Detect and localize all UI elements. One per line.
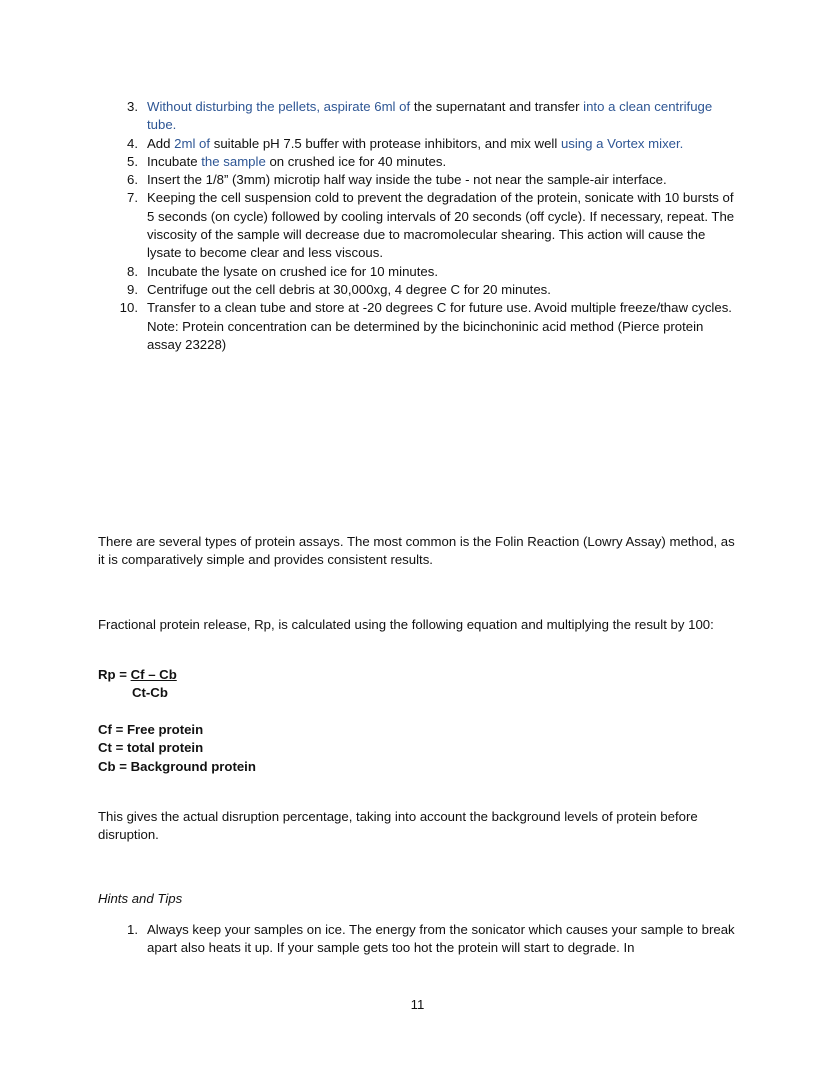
step-text: Centrifuge out the cell debris at 30,000xg, 4 degree C for 20 minutes. xyxy=(147,281,551,297)
equation-denominator: Ct-Cb xyxy=(132,685,168,701)
protein-assays-paragraph: There are several types of protein assays. The most common is the Folin Reaction (Lowry Assay) method, as it is comparatively simple and provides consistent results. xyxy=(98,534,735,568)
step-text: Add xyxy=(147,135,175,151)
step-9 xyxy=(98,281,738,299)
hints-heading: Hints and Tips xyxy=(98,891,183,906)
step-3 xyxy=(98,98,738,135)
step-note: Note: Protein concentration can be determined by the bicinchoninic acid method (Pierce protein assay 23228) xyxy=(147,318,704,352)
definition-ct: Ct = total protein xyxy=(98,740,204,756)
step-number: 4. xyxy=(127,135,138,151)
page-number: 11 xyxy=(410,997,425,1012)
step-4 xyxy=(98,135,738,153)
step-text: Incubate the lysate on crushed ice for 10 minutes. xyxy=(147,263,439,279)
step-text: suitable pH 7.5 buffer with protease inhibitors, and mix well xyxy=(210,135,561,151)
definitions xyxy=(98,721,738,776)
step-text-highlight: 2ml of xyxy=(174,135,211,151)
disruption-paragraph: This gives the actual disruption percentage, taking into account the background levels of protein before disruption. xyxy=(98,809,698,843)
step-text-highlight: Without disturbing the pellets, aspirate 6ml of xyxy=(147,99,411,114)
step-number: 5. xyxy=(127,153,138,169)
step-text: Transfer to a clean tube and store at -20 degrees C for future use. Avoid multiple freeze/thaw cycles. xyxy=(147,300,732,316)
step-text: Keeping the cell suspension cold to prevent the degradation of the protein, sonicate with 10 bursts of 5 seconds (on cycle) followed by cooling intervals of 20 seconds (off cycle). If necessary, repeat. The viscosity of the sample will decrease due to macromolecular shearing. This action will cause the lysate to become clear and less viscous. xyxy=(147,190,735,261)
step-text: on crushed ice for 40 minutes. xyxy=(265,153,447,169)
step-6 xyxy=(98,171,738,189)
equation-lhs: Rp = xyxy=(98,667,131,682)
step-number: 7. xyxy=(127,190,138,206)
fractional-release-paragraph: Fractional protein release, Rp, is calculated using the following equation and multiplying the result by 100: xyxy=(98,617,714,632)
equation-numerator: Cf – Cb xyxy=(130,667,177,682)
hint-number: 1. xyxy=(127,922,138,937)
step-text: the supernatant and transfer xyxy=(410,99,584,114)
equation xyxy=(98,666,738,703)
step-text-highlight: using a Vortex mixer. xyxy=(560,135,684,151)
step-number: 3. xyxy=(127,99,138,114)
step-number: 6. xyxy=(127,172,138,188)
step-text-highlight: into a clean centrifuge tube. xyxy=(147,99,713,133)
step-7 xyxy=(98,189,738,262)
step-text: Insert the 1/8” (3mm) microtip half way inside the tube - not near the sample-air interface. xyxy=(147,172,667,188)
step-number: 8. xyxy=(127,263,138,279)
definition-cb: Cb = Background protein xyxy=(98,758,256,774)
definition-cf: Cf = Free protein xyxy=(98,722,204,737)
step-text-highlight: the sample xyxy=(201,153,266,169)
step-text: Incubate xyxy=(147,153,202,169)
step-number: 10. xyxy=(119,300,138,316)
hint-1 xyxy=(98,921,738,958)
step-10 xyxy=(98,299,738,354)
procedure-steps xyxy=(98,98,738,354)
hints-list xyxy=(98,921,738,958)
step-number: 9. xyxy=(127,281,138,297)
step-8 xyxy=(98,263,738,281)
step-5 xyxy=(98,153,738,171)
hint-text: Always keep your samples on ice. The energy from the sonicator which causes your sample to break apart also heats it up. If your sample gets too hot the protein will start to degrade. In xyxy=(147,922,735,956)
